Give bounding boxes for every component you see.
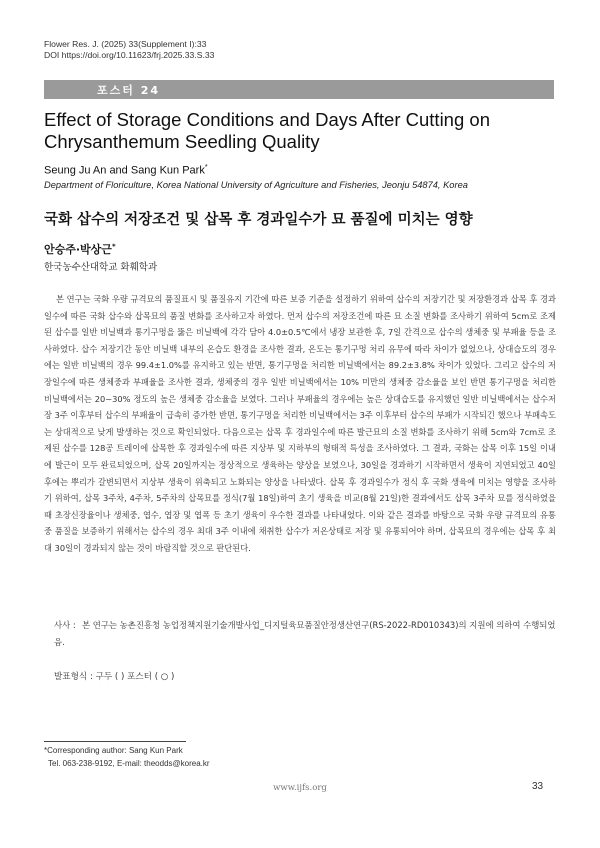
doi-link[interactable]: DOI https://doi.org/10.11623/frj.2025.33.S.33 (44, 50, 215, 60)
authors-english (44, 164, 208, 177)
section-banner (44, 80, 554, 99)
affiliation-korean: 한국농수산대학교 화훼학과 (44, 262, 158, 273)
authors-korean (44, 241, 116, 257)
journal-issue: Flower Res. J. (2025) 33(Supplement I):33 (44, 39, 207, 49)
journal-citation (44, 39, 214, 61)
affiliation-english: Department of Floriculture, Korea National University of Agriculture and Fisheries, Jeonju 54874, Korea (44, 180, 468, 190)
footnote-divider (44, 741, 186, 742)
footer-site[interactable]: www.ijfs.org (273, 783, 327, 793)
title-english: Effect of Storage Conditions and Days After Cutting on Chrysanthemum Seedling Quality (44, 109, 490, 152)
title-korean: 국화 삽수의 저장조건 및 삽목 후 경과일수가 묘 품질에 미치는 영향 (44, 212, 473, 228)
corresponding-author: *Corresponding author: Sang Kun Park (44, 746, 183, 755)
corresponding-mark-korean: * (111, 242, 116, 251)
contact-info: Tel. 063-238-9192, E-mail: theodds@korea.kr (48, 758, 210, 768)
author-names-korean: 안승주·박상근 (44, 243, 112, 256)
page-number: 33 (532, 781, 544, 792)
author-names: Seung Ju An and Sang Kun Park (44, 164, 205, 177)
corresponding-mark: * (204, 164, 208, 171)
acknowledgement-text: 본 연구는 농촌진흥청 농업정책지원기술개발사업_디지털육묘품질안정생산연구(RS-2022-RD010343)의 지원에 의하여 수행되었음. (54, 620, 556, 647)
correspondence-footnote (44, 745, 210, 770)
abstract-body: 본 연구는 국화 우량 규격묘의 품질표시 및 품질유지 기간에 따른 보증 기준을 설정하기 위하여 삽수의 저장기간 및 저장환경과 삽목 후 경과일수에 따른 국화 삽수와 삽목묘의 품질 변화를 조사하고자 하였다. 먼저 삽수의 저장조건에 따른 묘 소질 변화를 조사하기 위하여 5cm로 조제된 삽수를 일반 비닐백과 통기구멍을 뚫은 비닐백에 각각 담아 4.0±0.5℃에서 냉장 보관한 후, 7일 간격으로 삽수의 생체중 및 부패율 등을 조사하였다. 삽수 저장기간 동안 비닐백 내부의 온습도 환경을 조사한 결과, 온도는 통기구멍 처리 유무에 따라 차이가 없었으나, 상대습도의 경우에는 일반 비닐백의 경우 99.4±1.0%를 유지하고 있는 반면, 통기구멍을 처리한 비닐백에서는 89.2±3.8% 차이가 있었다. 그리고 삽수의 저장일수에 따른 생체중과 부패율을 조사한 결과, 생체중의 경우 일반 비닐백에서는 10% 미만의 생체중 감소율을 보인 반면 통기구멍을 처리한 비닐백에서는 20~30% 정도의 높은 생체중 감소율을 보였다. 그러나 부패율의 경우에는 높은 상대습도를 유지했던 일반 비닐백에서는 삽수저장 3주 이후부터 삽수의 부패율이 급속히 증가한 반면, 통기구멍을 처리한 비닐백에서는 3주 이후부터 삽수의 부패가 시작되긴 했으나 부패속도는 상대적으로 낮게 발생하는 것으로 확인되었다. 다음으로는 삽목 후 경과일수에 따른 발근묘의 소질 변화를 조사하기 위해 5cm와 7cm로 조제된 삽수를 128공 트레이에 삽목한 후 경과일수에 따른 지상부 및 지하부의 형태적 특성을 조사하였다. 그 결과, 국화는 삽목 이후 15일 이내에 발근이 모두 완료되었으며, 삽목 20일까지는 정상적으로 생육하는 양상을 보였으나, 30일을 경과하기 시작하면서 생육이 지연되었고 40일 후에는 뿌리가 갈변되면서 지상부 생육이 위축되고 노화되는 양상을 나타냈다. 삽목 후 경과일수가 정식 후 국화 생육에 미치는 영향을 조사하기 위하여, 삽목 3주차, 4주차, 5주차의 삽목묘를 정식(7월 18일)하여 초기 생육을 비교(8월 21일)한 결과에서도 삽목 3주차 묘를 정식하였을 때 초장신장율이나 생체중, 엽수, 엽장 및 엽폭 등 초기 생육이 우수한 결과를 나타내었다. 이와 같은 결과를 바탕으로 국화 우량 규격묘의 유통 중 품질을 보증하기 위해서는 삽수의 경우 최대 3주 이내에 채취한 삽수가 저온상태로 저장 및 유통되어야 하며, 삽목묘의 경우에는 삽목 후 최대 30일이 경과되지 않는 것이 바람직할 것으로 판단된다. (44, 294, 556, 553)
presentation-type: 발표형식 : 구두 ( ) 포스터 ( ○ ) (54, 672, 175, 682)
banner-label: 포스터 24 (97, 84, 161, 97)
acknowledgement-label: 사사 : (54, 620, 76, 630)
acknowledgement (54, 617, 560, 651)
